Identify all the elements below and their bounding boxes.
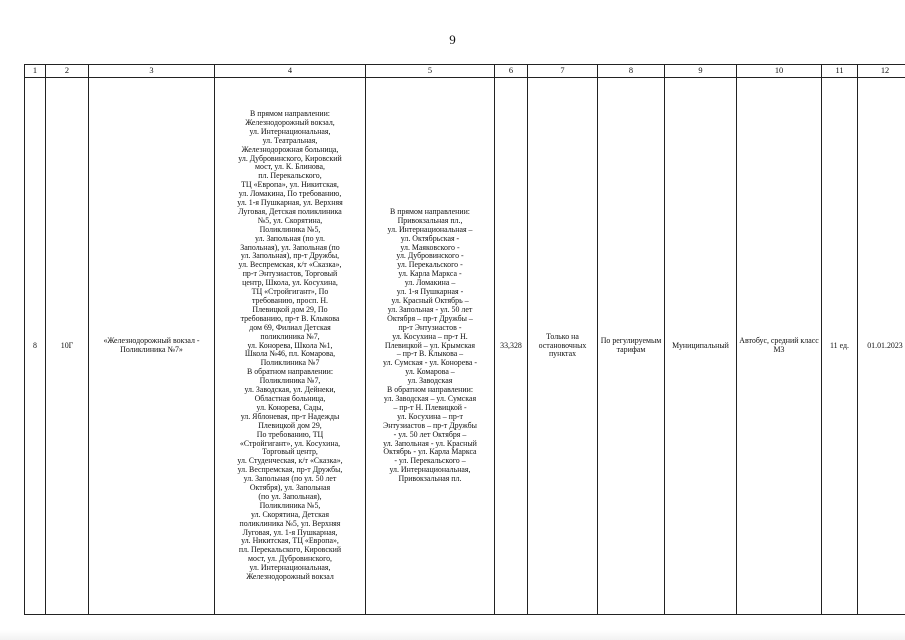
roads-line: ул. Карла Маркса - <box>398 269 462 279</box>
route-number: 10Г <box>46 78 89 615</box>
stops-line: Железнодорожный вокзал, <box>245 117 335 127</box>
carrier-type: Муниципальный <box>665 78 737 615</box>
roads-line: - ул. 50 лет Октября – <box>393 429 467 439</box>
header-cell-2: 2 <box>46 65 89 78</box>
stops-line: Луговая, ул. 1-я Пушкарная, <box>242 527 338 537</box>
header-cell-3: 3 <box>89 65 215 78</box>
stops-line: Плевицкой дом 29, <box>258 420 322 430</box>
table-row <box>25 78 905 615</box>
header-cell-11: 11 <box>822 65 858 78</box>
roads-line: пр-т Энтузиастов - <box>398 322 462 332</box>
stops-line: поликлиника №7, <box>260 331 320 341</box>
stops-line: пр-т Энтузиастов, Торговый <box>242 269 338 279</box>
stops-line: пл. Перекальского, Кировский <box>238 545 342 555</box>
stops-line: ТЦ «Европа», ул. Никитская, <box>241 180 339 190</box>
roads-line: ул. Перекальского - <box>397 260 463 270</box>
stops-line: ул. 1-я Пушкарная, ул. Верхняя <box>237 198 343 208</box>
roads-line: ул. Запольная - ул. Красный <box>383 438 477 448</box>
stops-line: ул. Театральная, <box>262 135 318 145</box>
roads-line: - ул. Перекальского – <box>394 456 466 466</box>
roads-line: В прямом направлении: <box>389 206 470 216</box>
roads-line: Октября – пр-т Дружбы – <box>387 313 473 323</box>
roads-line: ул. Дубровинского - <box>396 251 464 261</box>
header-cell-12: 12 <box>858 65 905 78</box>
roads-line: Плевицкой – ул. Крымская <box>384 340 476 350</box>
route-length: 33,328 <box>495 78 528 615</box>
stops-line: Торговый центр, <box>262 447 318 457</box>
stops-line: (по ул. Запольная), <box>258 491 322 501</box>
roads-line: ул. Запольная - ул. 50 лет <box>387 304 473 314</box>
stops-line: Железнодорожный вокзал <box>246 572 334 582</box>
roads-line: В обратном направлении: <box>386 385 474 395</box>
roads-line: ул. Красный Октябрь – <box>391 296 469 306</box>
stops-line: мост, ул. К. Блинова, <box>255 162 325 172</box>
header-cell-7: 7 <box>528 65 598 78</box>
roads-line: ул. Октябрьская - <box>400 233 460 243</box>
stops-line: дом 69, Филиал Детская <box>249 322 331 332</box>
header-cell-4: 4 <box>215 65 366 78</box>
roads-line: ул. Интернациональная – <box>387 224 473 234</box>
roads-line: ул. Маяковского - <box>400 242 460 252</box>
stops-line: Октября), ул. Запольная <box>249 483 331 493</box>
stops-line: №5, ул. Скорятина, <box>257 215 323 225</box>
vehicle-type: Автобус, средний класс М3 <box>737 78 822 615</box>
header-cell-6: 6 <box>495 65 528 78</box>
roads-line: Энтузиастов – пр-т Дружбы <box>383 420 477 430</box>
stops-line: В обратном направлении: <box>246 367 334 377</box>
stops-list <box>215 78 366 615</box>
roads-line: ул. Сумская - ул. Конорева - <box>383 358 477 368</box>
tariff-type: По регулируемым тарифам <box>598 78 665 615</box>
route-table <box>24 64 905 615</box>
stops-line: пл. Перекальского, <box>258 171 322 181</box>
stops-line: центр, Школа, ул. Косухина, <box>242 278 338 288</box>
stops-line: Поликлиника №5, <box>259 224 321 234</box>
roads-list <box>366 78 495 615</box>
stops-line: ул. Интернациональная, <box>249 126 331 136</box>
stops-line: Поликлиника №5, <box>259 500 321 510</box>
stops-line: Школа №46, пл. Комарова, <box>244 349 336 359</box>
roads-line: ул. Ломакина – <box>404 278 456 288</box>
stops-order: Только на остановочных пунктах <box>528 78 598 615</box>
header-cell-8: 8 <box>598 65 665 78</box>
stops-line: По требованию, ТЦ <box>256 429 324 439</box>
roads-line: ул. Косухина – пр-т Н. <box>392 331 468 341</box>
stops-line: требованию, просп. Н. <box>251 296 328 306</box>
roads-line: ул. Комарова – <box>405 367 455 377</box>
stops-line: Запольная), ул. Запольная (по <box>240 242 340 252</box>
stops-line: Областная больница, <box>254 393 326 403</box>
stops-line: ул. Никитская, ТЦ «Европа», <box>241 536 339 546</box>
stops-line: Плевицкой дом 29, По <box>252 304 328 314</box>
stops-line: требованию, пр-т В. Клыкова <box>240 313 340 323</box>
stops-line: ул. Конорева, Школа №1, <box>247 340 333 350</box>
roads-line: – пр-т В. Клыкова – <box>396 349 464 359</box>
stops-line: ул. Интернациональная, <box>249 563 331 573</box>
stops-line: ул. Веспремская, к/т «Сказка», <box>238 260 342 270</box>
roads-line: – пр-т Н. Плевицкой - <box>393 402 467 412</box>
roads-line: ул. Заводская <box>407 376 453 386</box>
roads-line: ул. Косухина – пр-т <box>397 411 463 421</box>
header-row <box>25 65 905 78</box>
vehicle-count: 11 ед. <box>822 78 858 615</box>
stops-line: ул. Ломакина, По требованию, <box>238 189 342 199</box>
roads-line: ул. Заводская – ул. Сумская <box>383 393 477 403</box>
route-name: «Железнодорожный вокзал - Поликлиника №7» <box>89 78 215 615</box>
header-cell-9: 9 <box>665 65 737 78</box>
stops-line: ул. Дубровинского, Кировский <box>238 153 342 163</box>
stops-line: Луговая, Детская поликлиника <box>238 206 342 216</box>
stops-line: Поликлиника №7, <box>259 376 321 386</box>
stops-line: ул. Заводская, ул. Дейнеки, <box>244 385 336 395</box>
stops-line: ул. Запольная), пр-т Дружбы, <box>240 251 340 261</box>
stops-line: ул. Веспремская, пр-т Дружбы, <box>237 465 343 475</box>
stops-line: ул. Скорятина, Детская <box>251 509 329 519</box>
stops-line: поликлиника №5, ул. Верхняя <box>239 518 341 528</box>
stops-line: ул. Яблоневая, пр-т Надежды <box>240 411 340 421</box>
roads-line: Привокзальная пл., <box>397 215 463 225</box>
page-number: 9 <box>449 32 456 47</box>
stops-line: Железнодорожная больница, <box>241 144 339 154</box>
stops-line: ул. Конорева, Сады, <box>256 402 324 412</box>
stops-line: ул. Студенческая, к/т «Сказка», <box>237 456 343 466</box>
roads-line: Октябрь - ул. Карла Маркса <box>383 447 477 457</box>
row-number: 8 <box>25 78 46 615</box>
stops-line: ул. Запольная (по ул. <box>254 233 326 243</box>
roads-line: ул. Интернациональная, <box>389 465 471 475</box>
roads-line: Привокзальная пл. <box>398 474 462 484</box>
stops-line: В прямом направлении: <box>249 108 330 118</box>
scan-edge <box>0 630 905 640</box>
stops-line: ТЦ «Стройгигант», По <box>251 287 329 297</box>
stops-line: «Стройгигант», ул. Косухина, <box>239 438 341 448</box>
roads-line: ул. 1-я Пушкарная - <box>396 287 464 297</box>
header-cell-1: 1 <box>25 65 46 78</box>
header-cell-10: 10 <box>737 65 822 78</box>
stops-line: мост, ул. Дубровинского, <box>247 554 333 564</box>
stops-lines <box>217 110 363 582</box>
stops-line: Поликлиника №7 <box>260 358 320 368</box>
header-cell-5: 5 <box>366 65 495 78</box>
roads-lines <box>368 208 492 484</box>
start-date: 01.01.2023 <box>858 78 905 615</box>
stops-line: ул. Запольная (по ул. 50 лет <box>243 474 337 484</box>
